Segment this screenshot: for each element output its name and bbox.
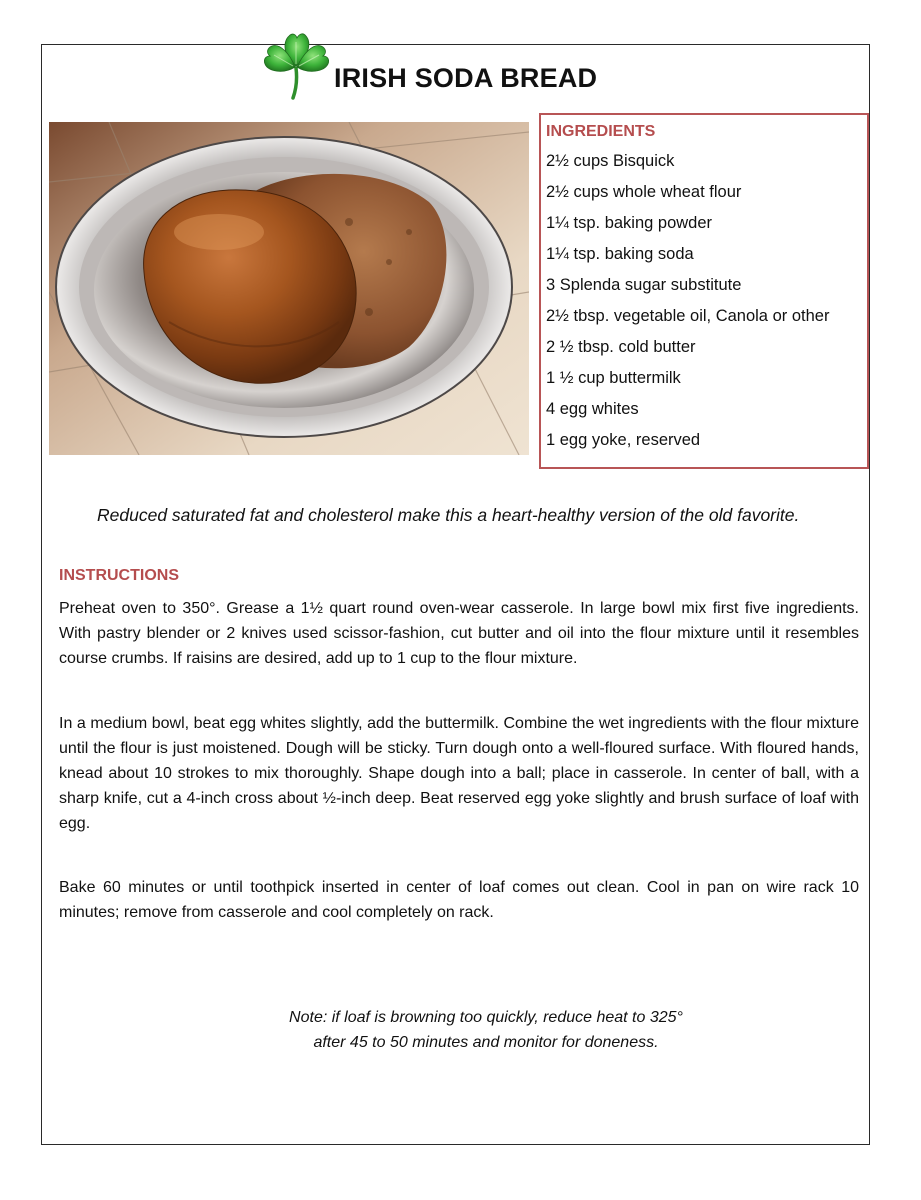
- bread-photo: [49, 122, 529, 455]
- ingredient-item: 1 egg yoke, reserved: [546, 431, 701, 449]
- ingredients-panel: [539, 113, 869, 469]
- ingredient-item: 4 egg whites: [546, 400, 639, 418]
- recipe-tagline: Reduced saturated fat and cholesterol make this a heart-healthy version of the old favorite.: [97, 505, 800, 525]
- ingredient-item: 2½ cups Bisquick: [546, 152, 675, 170]
- recipe-title: IRISH SODA BREAD: [334, 63, 598, 93]
- baking-note-line: Note: if loaf is browning too quickly, reduce heat to 325°: [289, 1009, 683, 1026]
- baking-note-line: after 45 to 50 minutes and monitor for doneness.: [313, 1034, 659, 1051]
- ingredients-list: [546, 146, 867, 456]
- ingredient-item: 3 Splenda sugar substitute: [546, 276, 742, 294]
- ingredient-item: 1 ½ cup buttermilk: [546, 369, 681, 387]
- shamrock-icon: [262, 28, 332, 100]
- ingredient-item: 2½ tbsp. vegetable oil, Canola or other: [546, 307, 830, 325]
- instruction-paragraph: Preheat oven to 350°. Grease a 1½ quart round oven-wear casserole. In large bowl mix first five ingredients. With pastry blender or 2 knives used scissor-fashion, cut butter and oil into the flour mixture until it resembles course crumbs. If raisins are desired, add up to 1 cup to the flour mixture.: [59, 600, 859, 667]
- instruction-paragraph: Bake 60 minutes or until toothpick inserted in center of loaf comes out clean. Cool in pan on wire rack 10 minutes; remove from casserole and cool completely on rack.: [59, 879, 859, 921]
- ingredient-item: 2½ cups whole wheat flour: [546, 183, 742, 201]
- bread-photo-illustration: [49, 122, 529, 455]
- instructions-heading: INSTRUCTIONS: [59, 567, 179, 584]
- ingredients-heading: INGREDIENTS: [546, 123, 656, 140]
- baking-note: [181, 1005, 791, 1055]
- ingredient-item: 1¼ tsp. baking powder: [546, 214, 713, 232]
- ingredient-item: 2 ½ tbsp. cold butter: [546, 338, 696, 356]
- ingredient-item: 1¼ tsp. baking soda: [546, 245, 694, 263]
- instruction-paragraph: In a medium bowl, beat egg whites slightly, add the buttermilk. Combine the wet ingredients with the flour mixture until the flour is just moistened. Dough will be sticky. Turn dough onto a well-floured surface. With floured hands, knead about 10 strokes to mix thoroughly. Shape dough into a ball; place in casserole. In center of ball, with a sharp knife, cut a 4-inch cross about ½-inch deep. Beat reserved egg yoke slightly and brush surface of loaf with egg.: [59, 715, 859, 832]
